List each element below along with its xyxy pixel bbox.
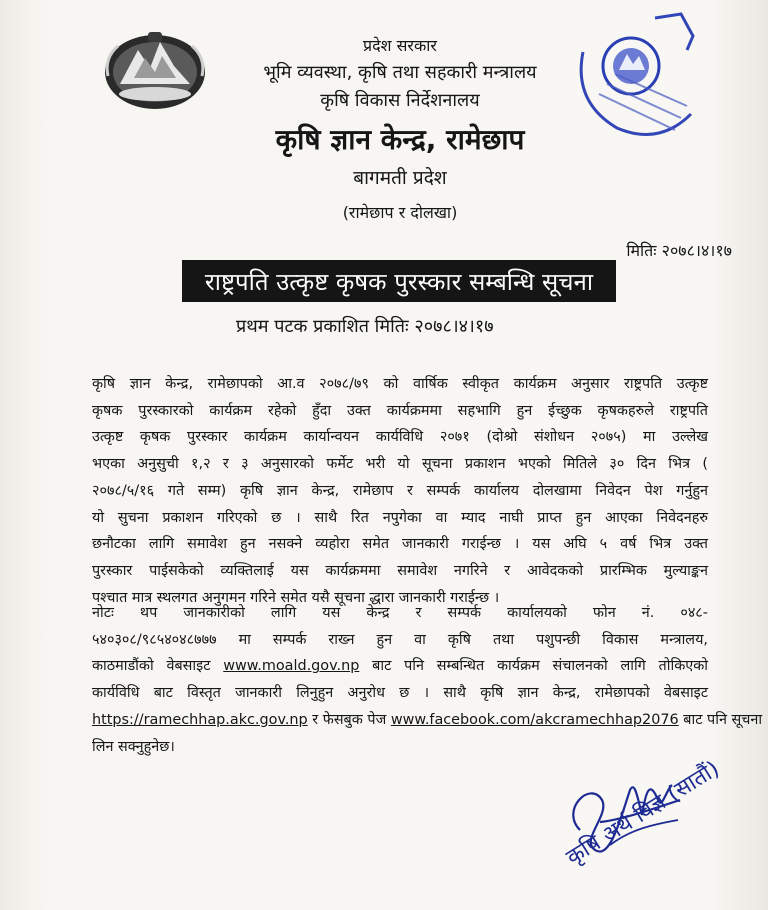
note-text: काठमाडौंको वेबसाइट (92, 658, 211, 675)
province-government-label: प्रदेश सरकार (363, 36, 437, 55)
body-line: उत्कृष्ट कृषक पुरस्कार कार्यक्रम कार्यान्वयन कार्यविधि २०७१ (दोश्रो संशोधन २०७५) मा उल्लेख (92, 429, 708, 446)
notice-date: मितिः २०७८।४।१७ (626, 241, 732, 260)
ministry-website-link[interactable]: www.moald.gov.np (223, 658, 360, 675)
first-published-date: प्रथम पटक प्रकाशित मितिः २०७८।४।१७ (236, 316, 494, 337)
body-line: २०७८/५/१६ गते सम्म) कृषि ज्ञान केन्द्र, रामेछाप र सम्पर्क कार्यालय दोलखामा निवेदन पेश गर्नुहुन (92, 482, 708, 499)
note-paragraph (92, 600, 763, 760)
note-line: ५४०३०८/९८५४०४८७७७ मा सम्पर्क राख्न हुन वा कृषि तथा पशुपन्छी विकास मन्त्रालय, (92, 631, 708, 648)
note-text: र फेसबुक पेज (312, 711, 387, 728)
body-line: यो सुचना प्रकाशन गरिएको छ । साथै रित नपुगेका वा म्याद नाघी प्राप्त हुन आएका निवेदनहरु (92, 509, 708, 526)
province-name: बागमती प्रदेश (353, 167, 447, 189)
notice-body-paragraph (92, 371, 708, 611)
note-line: नोटः थप जानकारीको लागि यस केन्द्र र सम्पर्क कार्यालयको फोन नं. ०४८- (92, 605, 708, 621)
facebook-page-link[interactable]: www.facebook.com/akcramechhap2076 (390, 711, 679, 728)
note-text: बाट पनि सूचना (683, 711, 763, 728)
directorate-name: कृषि विकास निर्देशनालय (320, 90, 480, 111)
body-line: कृषि ज्ञान केन्द्र, रामेछापको आ.व २०७८/७९ को वार्षिक स्वीकृत कार्यक्रम अनुसार राष्ट्रपति उत्कृष्ट (92, 376, 708, 392)
note-line: कार्यविधि बाट विस्तृत जानकारी लिनुहुन अनुरोध छ । साथै कृषि ज्ञान केन्द्र, रामेछापको वेबसाइट (92, 685, 708, 702)
note-line (92, 707, 763, 734)
body-line: पश्चात मात्र स्थलगत अनुगमन गरिने समेत यसै सूचना द्धारा जानकारी गराईन्छ । (92, 589, 500, 606)
office-website-link[interactable]: https://ramechhap.akc.gov.np (92, 711, 308, 728)
body-line: पुरस्कार पाईसकेको व्यक्तिलाई यस कार्यक्रममा समावेश नगरिने र आवेदकको प्रारम्भिक मुल्याङ्कन (92, 562, 708, 579)
office-name: कृषि ज्ञान केन्द्र, रामेछाप (275, 123, 525, 156)
body-line: छनौटका लागि समावेश हुन नसक्ने व्यहोरा समेत जानकारी गराईन्छ । यस अघि ५ वर्ष भित्र उक्त (92, 536, 708, 553)
note-text: बाट पनि सम्बन्धित कार्यक्रम संचालनको लागि तोकिएको (372, 658, 709, 675)
office-coverage: (रामेछाप र दोलखा) (342, 203, 458, 222)
ministry-name: भूमि व्यवस्था, कृषि तथा सहकारी मन्त्रालय (263, 62, 537, 83)
body-line: कृषक पुरस्कारको कार्यक्रम रहेको हुँदा उक्त कार्यक्रममा सहभागि हुन ईच्छुक कृषकहरुले राष्ट्रपति (92, 402, 708, 419)
note-line: लिन सक्नुहुनेछ। (92, 738, 175, 755)
signatory-title: कृषि अर्थ विज्ञ (सातौं) (562, 756, 724, 871)
nepal-government-emblem-icon (100, 28, 210, 112)
notice-title: राष्ट्रपति उत्कृष्ट कृषक पुरस्कार सम्बन्धि सूचना (204, 267, 594, 296)
note-line (92, 653, 708, 680)
notice-title-banner (182, 260, 616, 302)
body-line: भएका अनुसुची १,२ र ३ अनुसारको फर्मेट भरी यो सूचना प्रकाशन भएको मितिले ३० दिन भित्र ( (92, 456, 708, 473)
